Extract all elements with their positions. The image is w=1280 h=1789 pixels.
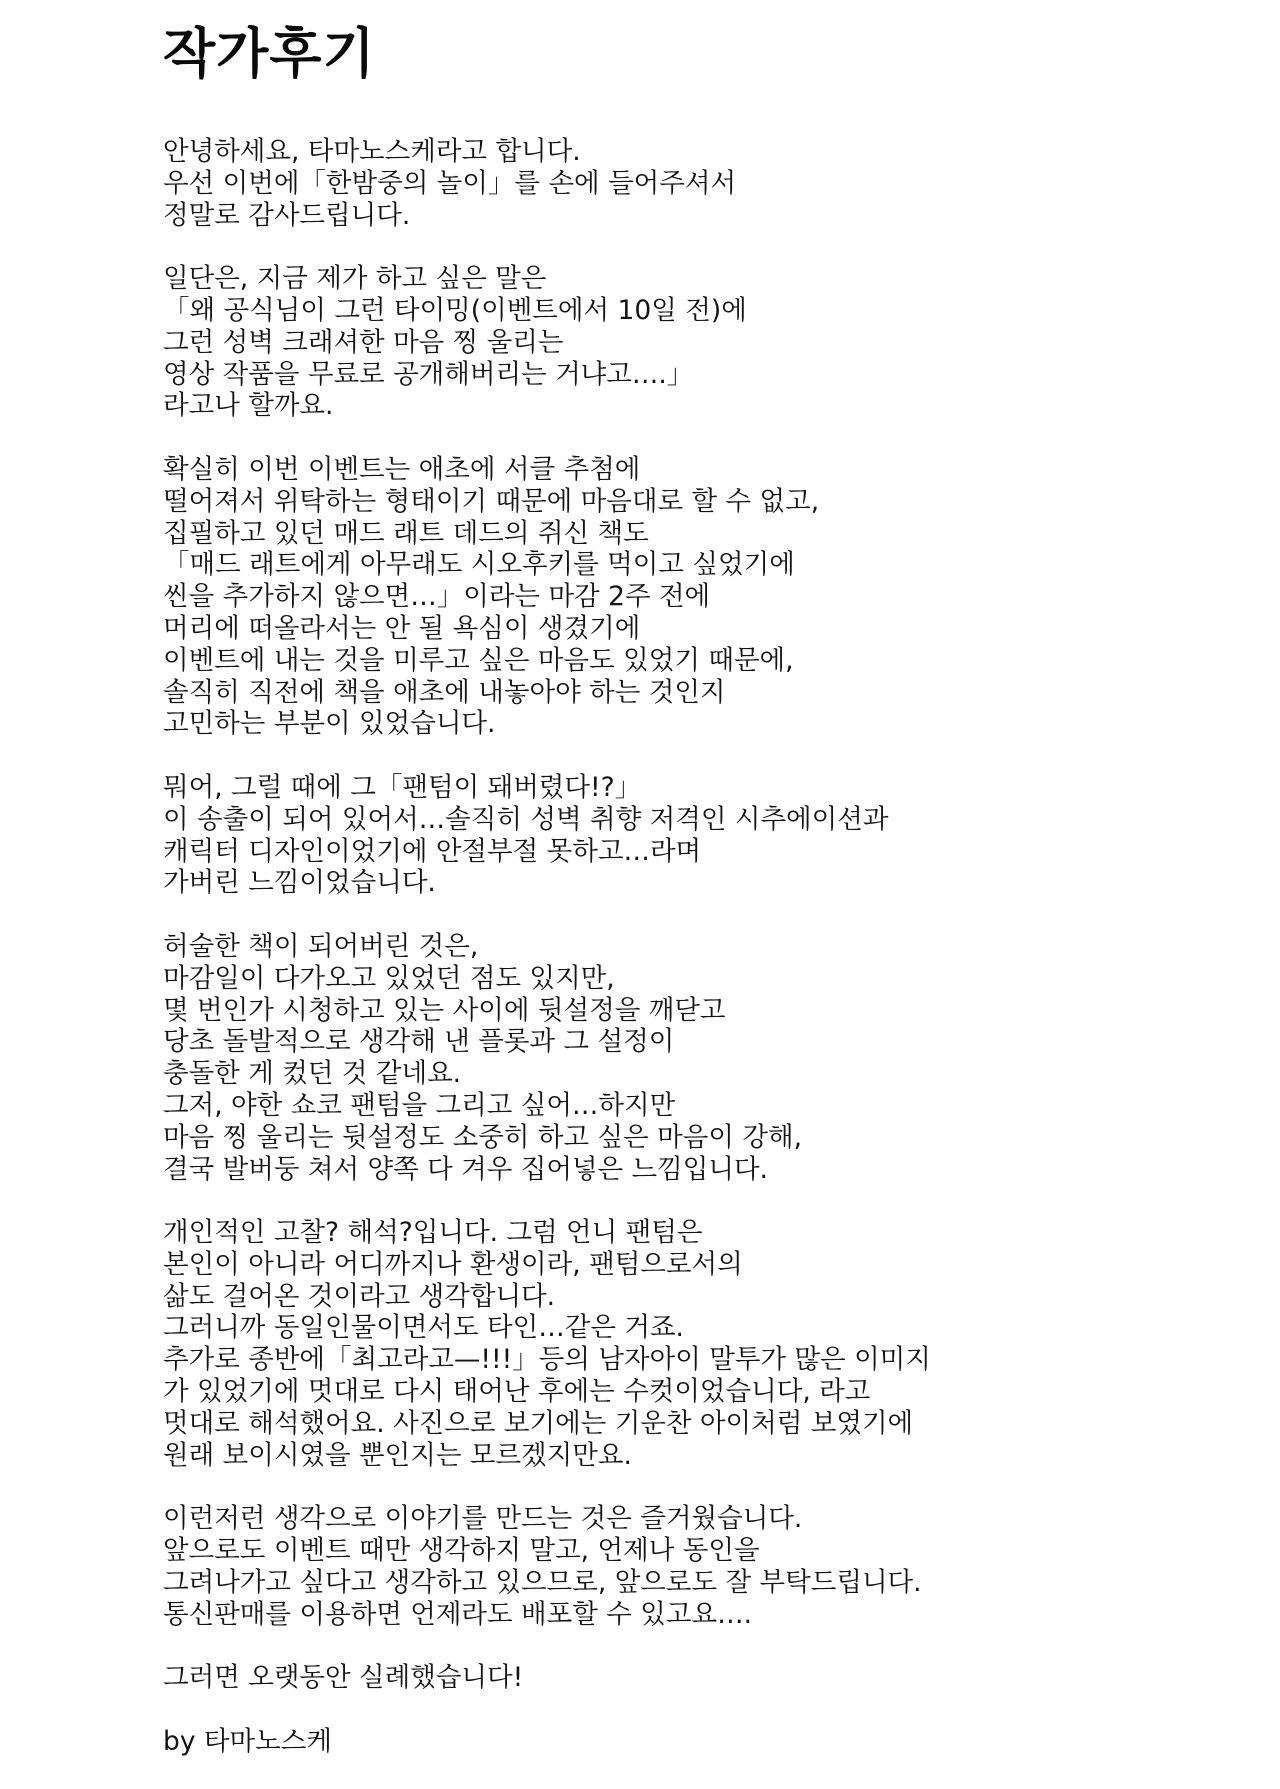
paragraph-5 — [163, 931, 1183, 1185]
text-line: 떨어져서 위탁하는 형태이기 때문에 마음대로 할 수 없고, — [163, 485, 820, 517]
text-line: 그러면 오랫동안 실례했습니다! — [163, 1662, 524, 1694]
text-line: 「왜 공식님이 그런 타이밍(이벤트에서 10일 전)에 — [163, 294, 747, 326]
text-line: 충돌한 게 컸던 것 같네요. — [163, 1058, 462, 1090]
text-line: 우선 이번에「한밤중의 놀이」를 손에 들어주셔서 — [163, 167, 737, 199]
text-line: 이 송출이 되어 있어서…솔직히 성벽 취향 저격인 시추에이션과 — [163, 803, 889, 835]
paragraph-8 — [163, 1662, 1183, 1694]
text-line: 영상 작품을 무료로 공개해버리는 거냐고….」 — [163, 358, 694, 390]
paragraph-3 — [163, 454, 1183, 740]
signature-text: by 타마노스케 — [163, 1725, 332, 1757]
text-line: 캐릭터 디자인이었기에 안절부절 못하고…라며 — [163, 835, 702, 867]
text-line: 「매드 래트에게 아무래도 시오후키를 먹이고 싶었기에 — [163, 549, 795, 581]
text-line: 고민하는 부분이 있었습니다. — [163, 708, 496, 740]
text-line: 결국 발버둥 쳐서 양쪽 다 겨우 집어넣은 느낌입니다. — [163, 1153, 768, 1185]
text-line: 확실히 이번 이벤트는 애초에 서클 추첨에 — [163, 453, 641, 485]
text-line: 추가로 종반에「최고라고—!!!」등의 남자아이 말투가 많은 이미지 — [163, 1344, 931, 1376]
text-line: 뭐어, 그럴 때에 그「팬텀이 돼버렸다!?」 — [163, 771, 642, 803]
page-title: 작가후기 — [163, 22, 376, 85]
text-line: 그저, 야한 쇼코 팬텀을 그리고 싶어…하지만 — [163, 1089, 676, 1121]
text-line: 당초 돌발적으로 생각해 낸 플롯과 그 설정이 — [163, 1026, 675, 1058]
paragraph-7 — [163, 1503, 1183, 1630]
text-line: 마감일이 다가오고 있었던 점도 있지만, — [163, 962, 615, 994]
text-line: 앞으로도 이벤트 때만 생각하지 말고, 언제나 동인을 — [163, 1535, 760, 1567]
text-line: 가버린 느낌이었습니다. — [163, 867, 436, 899]
text-line: 마음 찡 울리는 뒷설정도 소중히 하고 싶은 마음이 강해, — [163, 1121, 802, 1153]
text-line: 멋대로 해석했어요. 사진으로 보기에는 기운찬 아이처럼 보였기에 — [163, 1407, 914, 1439]
text-line: 가 있었기에 멋대로 다시 태어난 후에는 수컷이었습니다, 라고 — [163, 1376, 871, 1408]
text-line: 원래 보이시였을 뿐인지는 모르겠지만요. — [163, 1439, 632, 1471]
afterword-body — [163, 136, 1183, 1758]
text-line: 솔직히 직전에 책을 애초에 내놓아야 하는 것인지 — [163, 676, 726, 708]
text-line: 정말로 감사드립니다. — [163, 199, 411, 231]
text-line: 개인적인 고찰? 해석?입니다. 그럼 언니 팬텀은 — [163, 1217, 703, 1249]
text-line: 이런저런 생각으로 이야기를 만드는 것은 즐거웠습니다. — [163, 1503, 803, 1535]
text-line: 라고나 할까요. — [163, 390, 334, 422]
text-line: 집필하고 있던 매드 래트 데드의 쥐신 책도 — [163, 517, 649, 549]
text-line: 씬을 추가하지 않으면…」이라는 마감 2주 전에 — [163, 581, 711, 613]
text-line: 본인이 아니라 어디까지나 환생이라, 팬텀으로서의 — [163, 1248, 743, 1280]
text-line: 몇 번인가 시청하고 있는 사이에 뒷설정을 깨닫고 — [163, 994, 726, 1026]
text-line: 그런 성벽 크래셔한 마음 찡 울리는 — [163, 326, 564, 358]
paragraph-2 — [163, 263, 1183, 422]
text-line: 그려나가고 싶다고 생각하고 있으므로, 앞으로도 잘 부탁드립니다. — [163, 1566, 922, 1598]
afterword-page — [163, 22, 1183, 1789]
text-line: 삶도 걸어온 것이라고 생각합니다. — [163, 1280, 556, 1312]
text-line: 이벤트에 내는 것을 미루고 싶은 마음도 있었기 때문에, — [163, 644, 794, 676]
paragraph-4 — [163, 772, 1183, 899]
text-line: 일단은, 지금 제가 하고 싶은 말은 — [163, 263, 547, 295]
text-line: 안녕하세요, 타마노스케라고 합니다. — [163, 136, 581, 167]
text-line: 통신판매를 이용하면 언제라도 배포할 수 있고요…. — [163, 1598, 753, 1630]
text-line: 허술한 책이 되어버린 것은, — [163, 930, 479, 962]
text-line: 머리에 떠올라서는 안 될 욕심이 생겼기에 — [163, 612, 641, 644]
signature — [163, 1726, 1183, 1758]
text-line: 그러니까 동일인물이면서도 타인…같은 거죠. — [163, 1312, 684, 1344]
paragraph-1 — [163, 136, 1183, 231]
paragraph-6 — [163, 1217, 1183, 1471]
